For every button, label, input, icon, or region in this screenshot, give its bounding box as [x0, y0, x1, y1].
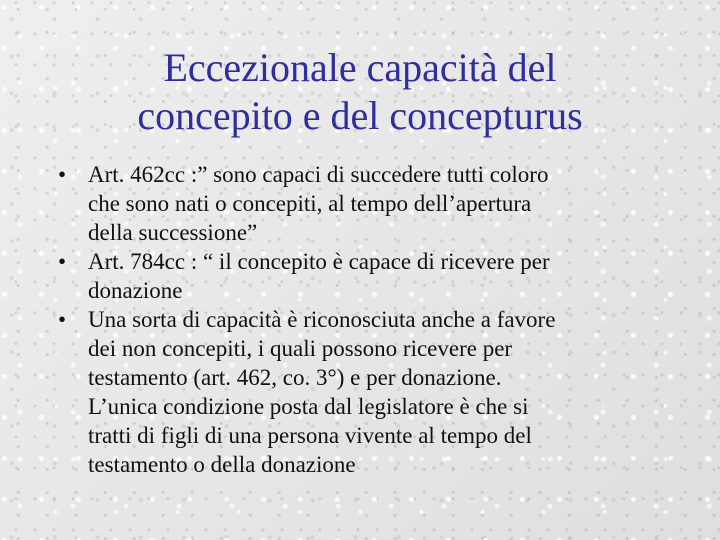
bullet-item	[58, 160, 670, 247]
slide-title	[60, 44, 660, 140]
bullet-point-icon: •	[58, 307, 67, 332]
bullet-text-line: testamento o della donazione	[88, 452, 356, 477]
bullet-text-line: dei non concepiti, i quali possono ricevere per	[88, 336, 513, 361]
slide-title-line: Eccezionale capacità del	[163, 45, 557, 90]
bullet-text-line: Art. 462cc :” sono capaci di succedere tutti coloro	[88, 162, 549, 187]
bullet-text-line: della successione”	[88, 220, 258, 245]
bullet-item	[58, 305, 670, 479]
bullet-point-icon: •	[58, 249, 67, 274]
bullet-point-icon: •	[58, 162, 67, 187]
slide-title-line: concepito e del concepturus	[137, 93, 583, 138]
bullet-item	[58, 247, 670, 305]
bullet-list	[58, 160, 670, 479]
bullet-text-line: L’unica condizione posta dal legislatore è che si	[88, 394, 529, 419]
bullet-text-line: donazione	[88, 278, 183, 303]
bullet-text-line: che sono nati o concepiti, al tempo dell’apertura	[88, 191, 532, 216]
bullet-text-line: tratti di figli di una persona vivente al tempo del	[88, 423, 532, 448]
bullet-text-line: Art. 784cc : “ il concepito è capace di ricevere per	[88, 249, 550, 274]
bullet-text-line: testamento (art. 462, co. 3°) e per donazione.	[88, 365, 502, 390]
bullet-text-line: Una sorta di capacità è riconosciuta anche a favore	[88, 307, 556, 332]
